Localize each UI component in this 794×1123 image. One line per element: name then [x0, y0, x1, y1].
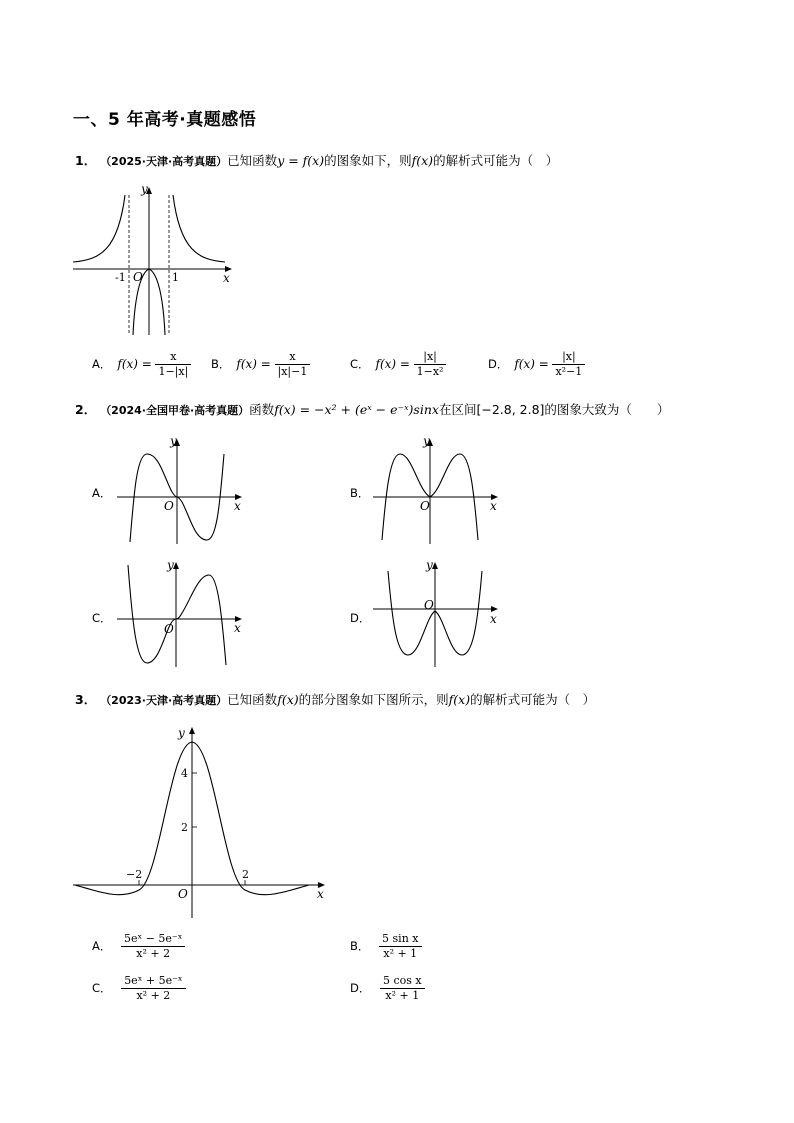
q3-option-a[interactable]: A． $\frac{\text{5eˣ − 5e⁻ˣ}}{\text{x² + 2}}$: [92, 932, 185, 961]
origin-label: O: [178, 887, 188, 901]
fraction: $\frac{\text{5eˣ + 5e⁻ˣ}}{\text{x² + 2}}$: [121, 974, 185, 1003]
x-label: x: [490, 612, 497, 626]
fraction: $\frac{|x|}{\text{x²−1}}$: [552, 350, 585, 379]
q1-option-d[interactable]: D． f(x) = $\frac{|x|}{\text{x²−1}}$: [488, 350, 585, 379]
fraction: $\frac{x}{1-|x|}$: [155, 350, 191, 379]
x-label: x: [234, 621, 241, 635]
tick-label-neg1: -1: [115, 271, 126, 284]
q2-option-c-label[interactable]: C．: [92, 611, 112, 625]
math-expr: f(x): [277, 692, 299, 707]
q1-graph: [70, 180, 240, 340]
origin-label: O: [424, 598, 434, 612]
stem-text: 在区间: [438, 402, 477, 417]
q2-graph-c[interactable]: [112, 557, 252, 672]
math-expr: f(x) = −x² + (eˣ − e⁻ˣ)sinx: [274, 402, 439, 417]
question-number: 1．: [75, 153, 97, 168]
stem-text: 的图象大致为（ ）: [544, 402, 670, 417]
q2-graph-a[interactable]: [112, 432, 252, 547]
y-axis-arrow-icon: [432, 562, 438, 569]
curve: [128, 565, 226, 665]
q1-option-c[interactable]: C． f(x) = $\frac{|x|}{\text{1−x²}}$: [350, 350, 446, 379]
curve-left-branch: [73, 195, 125, 262]
q1-option-b[interactable]: B． f(x) = $\frac{x}{|x|-1}$: [211, 350, 310, 379]
q2-option-b-label[interactable]: B．: [350, 486, 370, 500]
y-label: y: [426, 558, 433, 572]
stem-text: 的图象如下，则: [324, 153, 412, 168]
fraction: $\frac{\text{5eˣ − 5e⁻ˣ}}{\text{x² + 2}}$: [121, 932, 185, 961]
tick-label-4: 4: [181, 767, 188, 780]
y-label: y: [170, 434, 177, 448]
fraction: $\frac{|x|}{\text{1−x²}}$: [414, 350, 447, 379]
math-expr: f(x): [448, 692, 471, 707]
y-label: y: [423, 434, 430, 448]
tick-label-2y: 2: [181, 821, 188, 834]
y-axis-arrow-icon: [173, 562, 179, 569]
tick-label-2x: 2: [242, 868, 249, 881]
question-source: （2025·天津·高考真题）: [100, 155, 228, 168]
stem-text: 的部分图象如下图所示，则: [298, 692, 449, 707]
question-1-stem: [75, 151, 558, 169]
stem-text: 函数: [249, 402, 275, 417]
origin-label: O: [164, 499, 174, 513]
q2-graph-b[interactable]: [368, 432, 508, 547]
origin-label: O: [133, 270, 143, 284]
q3-option-b[interactable]: B． $\frac{\text{5 sin x}}{\text{x² + 1}}$: [350, 932, 422, 961]
q2-option-a-label[interactable]: A．: [92, 486, 112, 500]
math-expr: y = f(x): [277, 153, 325, 168]
y-label: y: [178, 726, 185, 740]
question-number: 2．: [75, 402, 97, 417]
question-source: （2023·天津·高考真题）: [100, 694, 228, 707]
q3-option-c[interactable]: C． $\frac{\text{5eˣ + 5e⁻ˣ}}{\text{x² + 2}}$: [92, 974, 186, 1003]
origin-label: O: [164, 622, 174, 636]
stem-text: 已知函数: [227, 153, 278, 168]
x-label: x: [317, 887, 324, 901]
question-source: （2024·全国甲卷·高考真题）: [100, 404, 250, 417]
math-interval: [−2.8, 2.8]: [476, 402, 545, 417]
y-label: y: [141, 182, 148, 196]
fraction: $\frac{\text{5 cos x}}{\text{x² + 1}}$: [380, 974, 425, 1003]
q1-option-a[interactable]: A． f(x) = $\frac{x}{1-|x|}$: [92, 350, 191, 379]
curve-right-branch: [173, 195, 225, 262]
origin-label: O: [420, 499, 430, 513]
x-label: x: [490, 499, 497, 513]
fraction: $\frac{x}{|x|-1}$: [275, 350, 311, 379]
q2-option-d-label[interactable]: D．: [350, 611, 371, 625]
stem-text: 的解析式可能为（ ）: [433, 153, 559, 168]
x-label: x: [234, 499, 241, 513]
section-title: 一、5 年高考·真题感悟: [73, 110, 257, 130]
q2-graph-d[interactable]: [368, 557, 508, 672]
question-3-stem: [75, 690, 595, 708]
y-axis-arrow-icon: [189, 727, 195, 734]
q3-graph: [70, 722, 340, 922]
q3-option-d[interactable]: D． $\frac{\text{5 cos x}}{\text{x² + 1}}$: [350, 974, 425, 1003]
question-number: 3．: [75, 692, 97, 707]
fraction: $\frac{\text{5 sin x}}{\text{x² + 1}}$: [379, 932, 421, 961]
tick-label-neg2: −2: [126, 868, 143, 881]
question-2-stem: [75, 400, 669, 418]
x-label: x: [223, 271, 230, 285]
stem-text: 已知函数: [227, 692, 278, 707]
stem-text: 的解析式可能为（ ）: [470, 692, 596, 707]
math-expr: f(x): [411, 153, 434, 168]
tick-label-1: 1: [172, 271, 179, 284]
y-label: y: [167, 558, 174, 572]
